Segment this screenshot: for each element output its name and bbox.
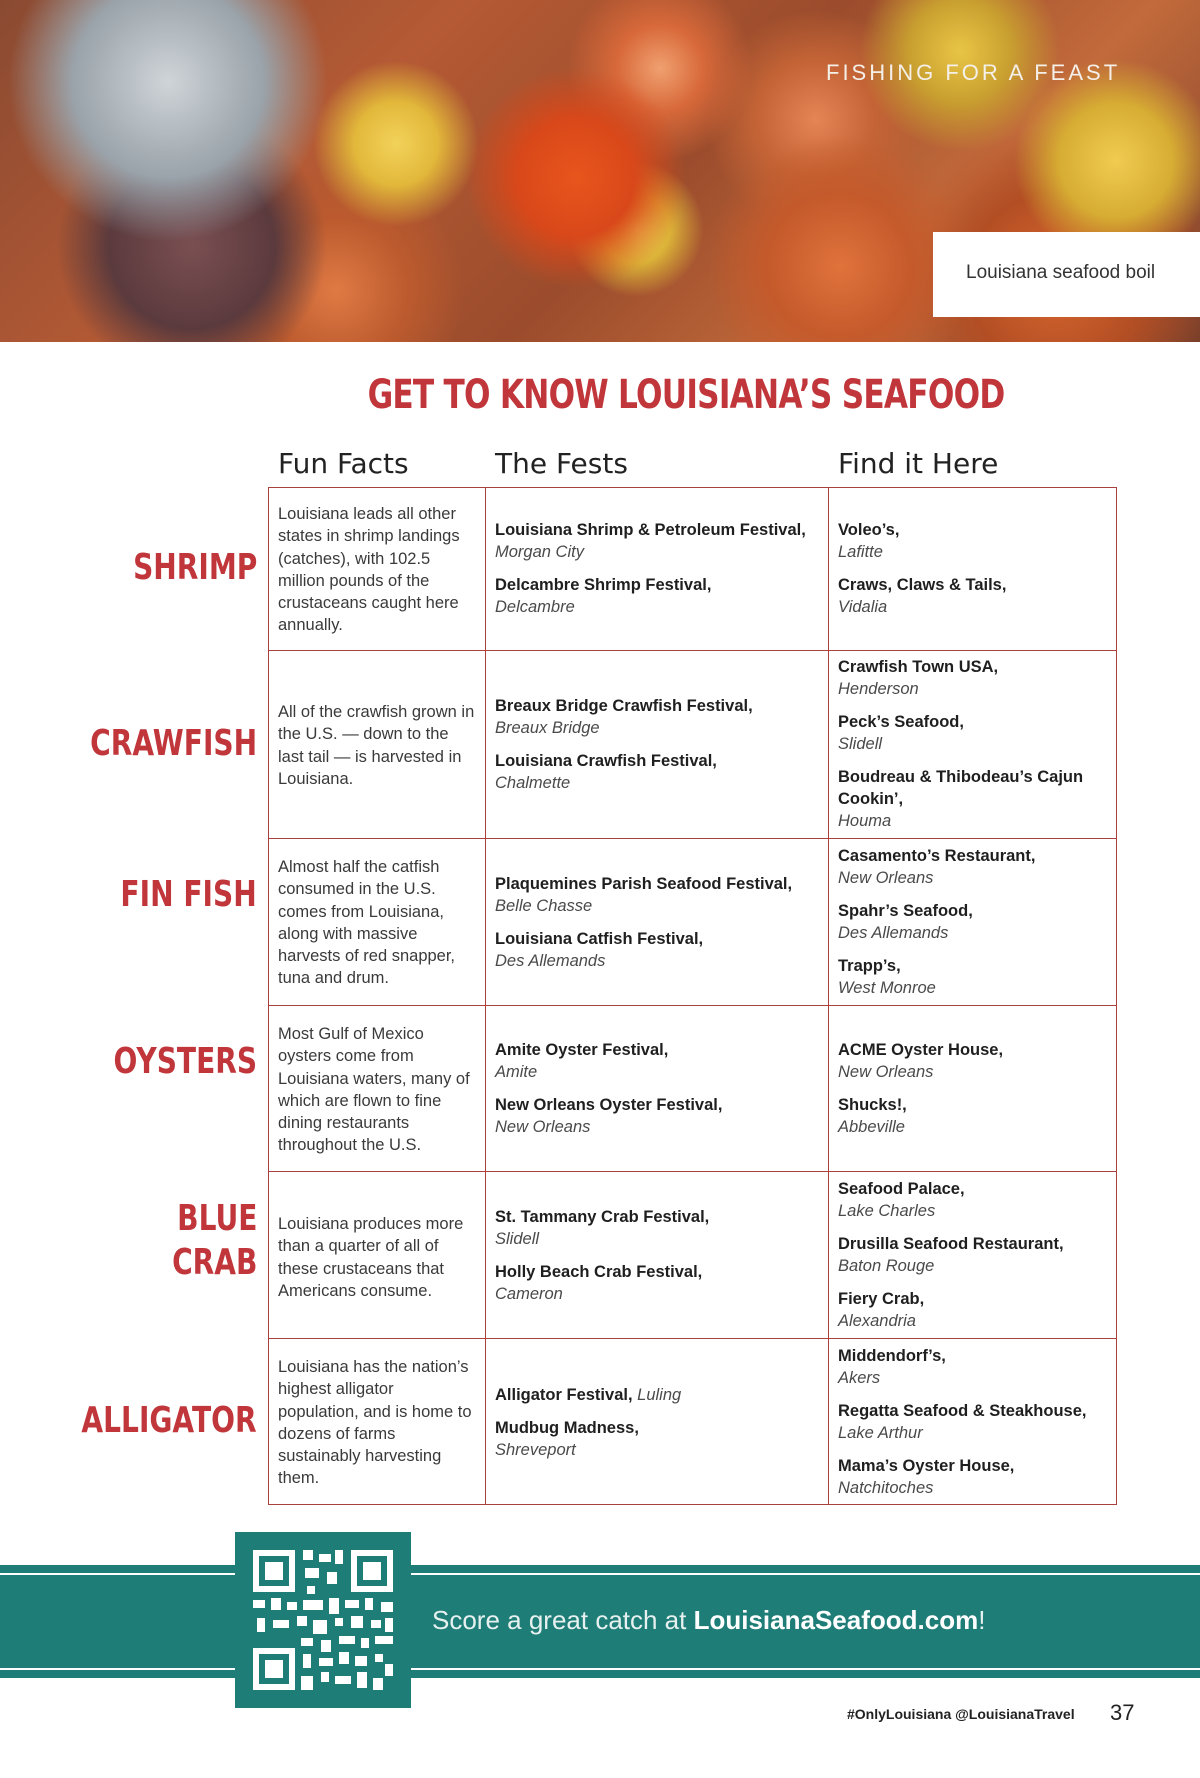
place-name: Boudreau & Thibodeau’s Cajun Cookin’, — [838, 768, 1084, 808]
place-town: Slidell — [838, 735, 883, 753]
place-entry — [838, 845, 1108, 889]
place-town: New Orleans — [838, 869, 934, 887]
fest-entry — [495, 519, 815, 563]
place-name: Seafood Palace, — [838, 1180, 965, 1198]
place-entry — [838, 1178, 1108, 1222]
page-number: 37 — [1110, 1700, 1135, 1725]
fests-crawfish — [495, 695, 815, 805]
fest-place: Morgan City — [495, 543, 584, 561]
fest-entry — [495, 1261, 815, 1305]
qr-code[interactable] — [235, 1532, 411, 1708]
place-entry — [838, 1345, 1113, 1389]
page-heading: GET TO KNOW LOUISIANA’S SEAFOOD — [367, 372, 1005, 418]
place-name: Shucks!, — [838, 1096, 907, 1114]
place-entry — [838, 656, 1098, 700]
place-town: Natchitoches — [838, 1479, 934, 1497]
place-entry — [838, 766, 1098, 832]
place-town: Alexandria — [838, 1312, 916, 1330]
fest-name: Delcambre Shrimp Festival, — [495, 576, 712, 594]
place-name: Casamento’s Restaurant, — [838, 847, 1036, 865]
fest-place: Slidell — [495, 1230, 540, 1248]
place-name: Drusilla Seafood Restaurant, — [838, 1235, 1064, 1253]
table-divider — [828, 488, 829, 1504]
row-label-fin-fish: FIN FISH — [120, 874, 257, 915]
fest-entry — [495, 750, 815, 794]
place-entry — [838, 900, 1108, 944]
fest-name: Louisiana Crawfish Festival, — [495, 752, 717, 770]
place-entry — [838, 1288, 1108, 1332]
fests-alligator — [495, 1384, 815, 1472]
place-entry — [838, 955, 1108, 999]
fest-place: Delcambre — [495, 598, 575, 616]
fest-name: Plaquemines Parish Seafood Festival, — [495, 875, 793, 893]
fest-name: New Orleans Oyster Festival, — [495, 1096, 723, 1114]
row-label-oysters: OYSTERS — [113, 1041, 257, 1082]
place-town: Lake Charles — [838, 1202, 936, 1220]
place-town: West Monroe — [838, 979, 936, 997]
fest-entry — [495, 1384, 815, 1406]
fests-blue-crab — [495, 1206, 815, 1316]
column-header-fun-facts: Fun Facts — [278, 447, 409, 480]
table-divider — [485, 488, 486, 1504]
fun-fact-shrimp: Louisiana leads all other states in shrimp landings (catches), with 102.5 million pounds of the crustaceans caught here annually. — [278, 505, 460, 635]
banner-rule — [0, 1573, 1200, 1575]
photo-caption-box — [933, 232, 1200, 317]
place-town: New Orleans — [838, 1063, 934, 1081]
place-name: Regatta Seafood & Steakhouse, — [838, 1402, 1087, 1420]
fest-name: Louisiana Shrimp & Petroleum Festival, — [495, 521, 806, 539]
place-entry — [838, 519, 1108, 563]
row-label-crawfish: CRAWFISH — [89, 723, 257, 764]
places-shrimp — [838, 519, 1108, 629]
section-title: FISHING FOR A FEAST — [826, 60, 1121, 85]
hero-photo — [0, 0, 1200, 342]
place-name: Mama’s Oyster House, — [838, 1457, 1015, 1475]
fun-fact-alligator: Louisiana has the nation’s highest alligator population, and is home to dozens of farms sustainably harvesting them. — [278, 1358, 472, 1488]
fests-oysters — [495, 1039, 815, 1149]
fest-place: Belle Chasse — [495, 897, 593, 915]
fun-fact-crawfish: All of the crawfish grown in the U.S. — down to the last tail — is harvested in Louisiana. — [278, 703, 475, 788]
qr-code-icon — [235, 1532, 411, 1708]
place-town: Houma — [838, 812, 892, 830]
place-name: Crawfish Town USA, — [838, 658, 999, 676]
banner-prefix: Score a great catch at — [432, 1605, 694, 1635]
fest-name: Amite Oyster Festival, — [495, 1041, 669, 1059]
place-entry — [838, 1400, 1113, 1444]
fest-place: Des Allemands — [495, 952, 606, 970]
table-divider — [269, 1171, 1116, 1172]
fest-name: St. Tammany Crab Festival, — [495, 1208, 710, 1226]
place-name: Trapp’s, — [838, 957, 901, 975]
place-name: Voleo’s, — [838, 521, 900, 539]
place-name: ACME Oyster House, — [838, 1041, 1004, 1059]
fun-fact-blue-crab: Louisiana produces more than a quarter of all of these crustaceans that Americans consume. — [278, 1215, 464, 1300]
row-label-shrimp: SHRIMP — [132, 547, 257, 588]
banner-rule — [0, 1668, 1200, 1670]
fest-place: Luling — [637, 1386, 682, 1404]
place-name: Fiery Crab, — [838, 1290, 925, 1308]
fest-place: Shreveport — [495, 1441, 576, 1459]
fest-entry — [495, 574, 815, 618]
fest-place: Chalmette — [495, 774, 571, 792]
place-town: Henderson — [838, 680, 919, 698]
fest-entry — [495, 695, 815, 739]
places-blue-crab — [838, 1178, 1108, 1343]
place-entry — [838, 711, 1098, 755]
places-oysters — [838, 1039, 1108, 1149]
place-name: Craws, Claws & Tails, — [838, 576, 1007, 594]
column-header-find: Find it Here — [838, 447, 999, 480]
fest-entry — [495, 873, 825, 917]
place-name: Peck’s Seafood, — [838, 713, 964, 731]
fun-fact-fin-fish: Almost half the catfish consumed in the U.S. comes from Louisiana, along with massive harvests of red snapper, tuna and drum. — [278, 858, 456, 988]
row-label-alligator: ALLIGATOR — [81, 1400, 257, 1441]
place-entry — [838, 574, 1108, 618]
column-header-fests: The Fests — [495, 447, 628, 480]
footer-hashtags: #OnlyLouisiana @LouisianaTravel — [847, 1706, 1075, 1722]
place-entry — [838, 1039, 1108, 1083]
place-town: Vidalia — [838, 598, 888, 616]
row-label-line: BLUE — [176, 1198, 257, 1239]
fest-entry — [495, 1206, 815, 1250]
fests-fin-fish — [495, 873, 825, 983]
place-town: Des Allemands — [838, 924, 949, 942]
fest-entry — [495, 1039, 815, 1083]
place-town: Akers — [838, 1369, 881, 1387]
fest-place: New Orleans — [495, 1118, 591, 1136]
fest-name: Holly Beach Crab Festival, — [495, 1263, 703, 1281]
place-town: Baton Rouge — [838, 1257, 935, 1275]
fest-place: Amite — [495, 1063, 538, 1081]
places-crawfish — [838, 656, 1098, 843]
places-fin-fish — [838, 845, 1108, 1010]
photo-caption: Louisiana seafood boil — [966, 262, 1156, 283]
table-divider — [269, 650, 1116, 651]
banner-site-link[interactable]: LouisianaSeafood.com — [693, 1605, 979, 1635]
fest-entry — [495, 928, 825, 972]
place-town: Lake Arthur — [838, 1424, 923, 1442]
fun-fact-oysters: Most Gulf of Mexico oysters come from Louisiana waters, many of which are flown to fine dining restaurants throughout the U.S. — [278, 1025, 470, 1155]
fest-name: Alligator Festival, — [495, 1386, 633, 1404]
banner-message — [432, 1605, 985, 1636]
fest-place: Cameron — [495, 1285, 563, 1303]
row-label-blue-crab — [172, 1197, 257, 1285]
fest-place: Breaux Bridge — [495, 719, 600, 737]
fest-entry — [495, 1094, 815, 1138]
row-label-line: CRAB — [171, 1242, 257, 1283]
place-entry — [838, 1233, 1108, 1277]
place-town: Abbeville — [838, 1118, 905, 1136]
fest-name: Breaux Bridge Crawfish Festival, — [495, 697, 753, 715]
fests-shrimp — [495, 519, 815, 629]
place-town: Lafitte — [838, 543, 883, 561]
place-entry — [838, 1455, 1113, 1499]
places-alligator — [838, 1345, 1113, 1510]
place-name: Middendorf’s, — [838, 1347, 946, 1365]
banner-suffix: ! — [978, 1605, 986, 1635]
fest-name: Louisiana Catfish Festival, — [495, 930, 704, 948]
place-entry — [838, 1094, 1108, 1138]
place-name: Spahr’s Seafood, — [838, 902, 973, 920]
fest-name: Mudbug Madness, — [495, 1419, 639, 1437]
fest-entry — [495, 1417, 815, 1461]
